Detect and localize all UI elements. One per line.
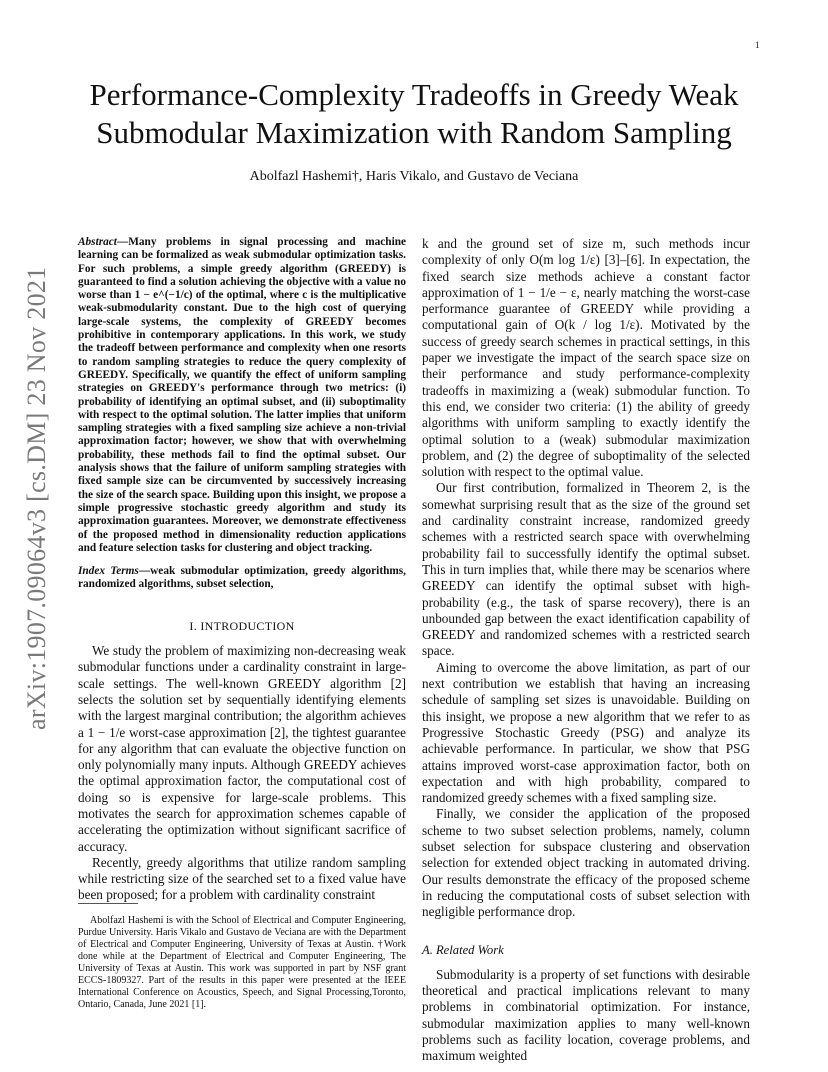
right-column [422, 236, 750, 1065]
arxiv-stamp [18, 266, 58, 730]
abstract-body: —Many problems in signal processing and machine learning can be formalized as weak submodular optimization tasks. For such problems, a simple greedy algorithm (GREEDY) is guaranteed to find a solution achieving the objective with a value no worse than 1 − e^(−1/c) of the optimal, where c is the multiplicative weak-submodularity constant. Due to the high cost of querying large-scale systems, the complexity of GREEDY becomes prohibitive in contemporary applications. In this work, we study the tradeoff between performance and complexity when one resorts to random sampling strategies to reduce the query complexity of GREEDY. Specifically, we quantify the effect of uniform sampling strategies on GREEDY's performance through two metrics: (i) probability of identifying an optimal subset, and (ii) suboptimality with respect to the optimal solution. The latter implies that uniform sampling strategies with a fixed sampling size achieve a non-trivial approximation factor; however, we show that with overwhelming probability, these methods fail to find the optimal subset. Our analysis shows that the failure of uniform sampling strategies with fixed sample size can be circumvented by successively increasing the size of the search space. Building upon this insight, we propose a simple progressive stochastic greedy algorithm and study its approximation guarantees. Moreover, we demonstrate effectiveness of the proposed method in dimensionality reduction applications and feature selection tasks for clustering and object tracking. [78, 236, 406, 554]
index-terms-body: —weak submodular optimization, greedy algorithms, randomized algorithms, subset selection, [78, 565, 406, 591]
intro-paragraph-1: We study the problem of maximizing non-decreasing weak submodular functions under a cardinality constraint in large-scale settings. The well-known GREEDY algorithm [2] selects the solution set by sequentially identifying elements with the largest marginal contribution; the algorithm achieves a 1 − 1/e worst-case approximation [2], the tightest guarantee for any algorithm that can evaluate the objective function on only polynomially many inputs. Although GREEDY achieves the optimal approximation factor, the computational cost of doing so is expensive for large-scale problems. This motivates the search for approximation schemes capable of accelerating the optimization without significant sacrifice of accuracy. [78, 643, 406, 854]
intro-paragraph-4: Our first contribution, formalized in Theorem 2, is the somewhat surprising result that as the size of the ground set and cardinality constraint increase, randomized greedy schemes with a restricted search space with overwhelming probability fail to successfully identify the optimal subset. This in turn implies that, while there may be scenarios where GREEDY can identify the optimal subset with high-probability (e.g., the task of sparse recovery), there is an unbounded gap between the exact identification capability of GREEDY and randomized schemes with a restricted search space. [422, 480, 750, 659]
intro-paragraph-5: Aiming to overcome the above limitation, as part of our next contribution we establish that having an increasing schedule of sampling set sizes is unavoidable. Building on this insight, we propose a new algorithm that we refer to as Progressive Stochastic Greedy (PSG) and analyze its achievable performance. In particular, we show that PSG attains improved worst-case approximation factor, both on expectation and with high probability, compared to randomized greedy schemes with a fixed sampling size. [422, 659, 750, 806]
title-line-2: Submodular Maximization with Random Sampling [96, 115, 732, 150]
page-number: 1 [755, 40, 760, 50]
abstract [78, 236, 406, 555]
author-footnote: Abolfazl Hashemi is with the School of Electrical and Computer Engineering, Purdue University. Haris Vikalo and Gustavo de Veciana are with the Department of Electrical and Computer Engineering, University of Texas at Austin. †Work done while at the Department of Electrical and Computer Engineering, The University of Texas at Austin. This work was supported in part by NSF grant ECCS-1809327. Part of the results in this paper were presented at the IEEE International Conference on Acoustics, Speech, and Signal Processing,Toronto, Ontario, Canada, June 2021 [1]. [78, 915, 406, 1010]
title-line-1: Performance-Complexity Tradeoffs in Greedy Weak [89, 77, 739, 112]
intro-paragraph-2: Recently, greedy algorithms that utilize random sampling while restricting size of the searched set to a fixed value have been proposed; for a problem with cardinality constraint [78, 854, 406, 903]
abstract-lead: Abstract [78, 236, 117, 248]
section-heading-introduction: I. INTRODUCTION [189, 618, 295, 633]
arxiv-stamp-text: arXiv:1907.09064v3 [cs.DM] 23 Nov 2021 [22, 266, 51, 730]
related-work-paragraph: Submodularity is a property of set functions with desirable theoretical and practical implications relevant to many problems in combinatorial optimization. For instance, submodular maximization applies to many well-known problems such as facility location, coverage problems, and maximum weighted [422, 966, 750, 1064]
paper-title [50, 76, 778, 152]
intro-paragraph-3: k and the ground set of size m, such methods incur complexity of only O(m log 1/ε) [3]–[6]. In expectation, the fixed search size methods achieve a constant factor approximation of 1 − 1/e − ε, nearly matching the worst-case performance guarantee of GREEDY while providing a computational gain of O(k / log 1/ε). Motivated by the success of greedy search schemes in practical settings, in this paper we investigate the impact of the search space size on their performance and study performance-complexity tradeoffs in maximizing a (weak) submodular function. To this end, we consider two criteria: (1) the ability of greedy algorithms with uniform sampling to exactly identify the optimal solution to a (weak) submodular maximization problem, and (2) the degree of suboptimality of the selected solution with respect to the optimal value. [422, 236, 750, 480]
footnote-rule [78, 903, 138, 904]
intro-paragraph-6: Finally, we consider the application of the proposed scheme to two subset selection problems, namely, column subset selection for subspace clustering and observation selection for extended object tracking in automated driving. Our results demonstrate the efficacy of the proposed scheme in reducing the computational costs of subset selection with negligible performance drop. [422, 806, 750, 920]
index-terms [78, 565, 406, 592]
left-column [78, 236, 406, 904]
subsection-heading-related-work: A. Related Work [422, 943, 504, 958]
index-terms-lead: Index Terms [78, 565, 139, 578]
author-list: Abolfazl Hashemi†, Haris Vikalo, and Gustavo de Veciana [249, 169, 579, 184]
